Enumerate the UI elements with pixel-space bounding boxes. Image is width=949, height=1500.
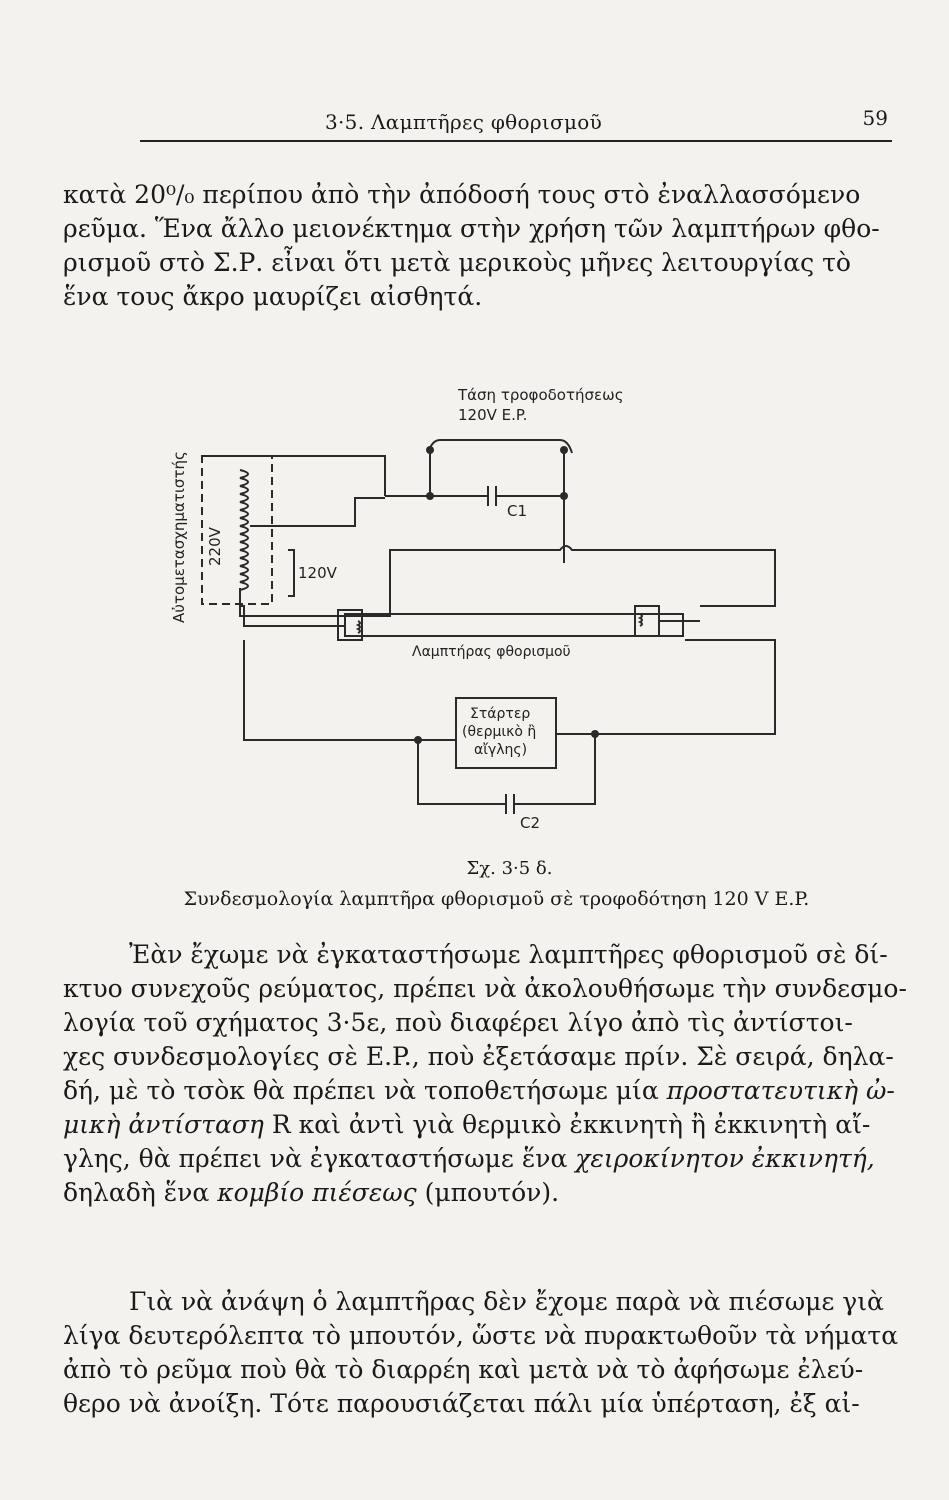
text-run: γλης, θὰ πρέπει νὰ ἐγκαταστήσωμε ἕνα — [63, 1144, 576, 1173]
running-header — [140, 104, 892, 138]
circuit-svg — [140, 378, 800, 858]
page-number: 59 — [862, 106, 888, 130]
text-line: χες συνδεσμολογίες σὲ E.P., ποὺ ἐξετάσαμε πρίν. Σὲ σειρά, δηλα- — [63, 1042, 894, 1071]
wire-lower-left — [244, 640, 506, 804]
emphasis: μικὴ ἀντίσταση — [63, 1110, 264, 1139]
figure-number: Σχ. 3·5 δ. — [466, 858, 553, 879]
text-line: θερο νὰ ἀνοίξη. Τότε παρουσιάζεται πάλι μία ὑπέρταση, ἐξ αἰ- — [63, 1389, 860, 1418]
text-line: λογία τοῦ σχήματος 3·5ε, ποὺ διαφέρει λίγο ἀπὸ τὶς ἀντίστοι- — [63, 1008, 853, 1037]
figure-caption: Συνδεσμολογία λαμπτῆρα φθορισμοῦ σὲ τροφοδότηση 120 V E.P. — [183, 888, 810, 910]
voltage-120-label: 120V — [298, 564, 337, 582]
text-line: ἕνα τους ἄκρο μαυρίζει αἰσθητά. — [63, 282, 483, 311]
text-run: R καὶ ἀντὶ γιὰ θερμικὸ ἐκκινητὴ ἢ ἐκκινητὴ αἴ- — [263, 1110, 871, 1139]
autotransformer-label: Αὐτομετασχηματιστής — [170, 451, 188, 623]
capacitor-c1-label: C1 — [507, 502, 528, 520]
text-line: Ἐὰν ἔχωμε νὰ ἐγκαταστήσωμε λαμπτῆρες φθορισμοῦ σὲ δί- — [129, 940, 888, 969]
lamp-label: Λαμπτήρας φθορισμοῦ — [412, 644, 571, 660]
text-line — [63, 1074, 893, 1108]
junction-starter-left — [414, 736, 422, 744]
supply-value: 120V E.P. — [458, 406, 528, 424]
text-line: κατὰ 20⁰/₀ περίπου ἀπὸ τὴν ἀπόδοσή τους στὸ ἐναλλασσόμενο — [63, 180, 861, 209]
starter-label-line3: αἴγλης) — [474, 742, 528, 758]
paragraph-1 — [63, 178, 893, 314]
terminal-right — [560, 446, 568, 454]
text-line — [63, 1142, 893, 1176]
tube-cap-right — [635, 606, 659, 636]
circuit-diagram — [140, 378, 800, 858]
text-run: δηλαδὴ ἕνα — [63, 1178, 218, 1207]
text-line: κτυο συνεχοῦς ρεύματος, πρέπει νὰ ἀκολουθήσωμε τὴν συνδεσμο- — [63, 974, 907, 1003]
junction-c1-right — [560, 492, 568, 500]
fluorescent-tube — [345, 614, 683, 636]
bracket-120v — [288, 550, 294, 596]
text-run: (μπουτόν). — [416, 1178, 560, 1207]
section-title: 3·5. Λαμπτῆρες φθορισμοῦ — [325, 110, 603, 134]
supply-bracket — [428, 440, 572, 453]
starter-label-line1: Στάρτερ — [470, 706, 531, 722]
starter-label-line2: (θερμικὸ ἢ — [462, 724, 537, 740]
paragraph-2 — [63, 938, 907, 1210]
text-line: Γιὰ νὰ ἀνάψη ὁ λαμπτῆρας δὲν ἔχομε παρὰ νὰ πιέσωμε γιὰ — [129, 1287, 884, 1316]
junction-starter-right — [591, 730, 599, 738]
filament-right — [640, 614, 642, 626]
text-run: δή, μὲ τὸ τσὸκ θὰ πρέπει νὰ τοποθετήσωμε μία — [63, 1076, 667, 1105]
capacitor-c2-label: C2 — [520, 814, 541, 832]
wire-right-return — [595, 640, 775, 734]
text-line: ρισμοῦ στὸ Σ.Ρ. εἶναι ὅτι μετὰ μερικοὺς μῆνες λειτουργίας τὸ — [63, 248, 851, 277]
junction-c1-left — [426, 492, 434, 500]
supply-label: Τάση τροφοδοτήσεως — [458, 386, 624, 404]
wire-top-outer — [202, 456, 385, 496]
text-line: ρεῦμα. Ἕνα ἄλλο μειονέκτημα στὴν χρήση τῶν λαμπτήρων φθο- — [63, 214, 880, 243]
wire-tap — [250, 498, 385, 526]
text-line: λίγα δευτερόλεπτα τὸ μπουτόν, ὥστε νὰ πυρακτωθοῦν τὰ νήματα — [63, 1321, 899, 1350]
filament-left — [358, 621, 360, 633]
text-line: ἀπὸ τὸ ρεῦμα ποὺ θὰ τὸ διαρρέη καὶ μετὰ νὰ τὸ ἀφήσωμε ἐλεύ- — [63, 1355, 864, 1384]
terminal-left — [426, 446, 434, 454]
emphasis: κομβίο πιέσεως — [217, 1178, 417, 1207]
text-line — [63, 1176, 893, 1210]
header-rule — [140, 140, 892, 142]
coil-symbol — [240, 470, 248, 590]
voltage-220-label: 220V — [206, 527, 224, 566]
text-line — [63, 1108, 893, 1142]
paragraph-3 — [63, 1285, 899, 1421]
emphasis: χειροκίνητον ἐκκινητή, — [575, 1144, 875, 1173]
emphasis: προστατευτικὴ ὠ- — [666, 1076, 895, 1105]
